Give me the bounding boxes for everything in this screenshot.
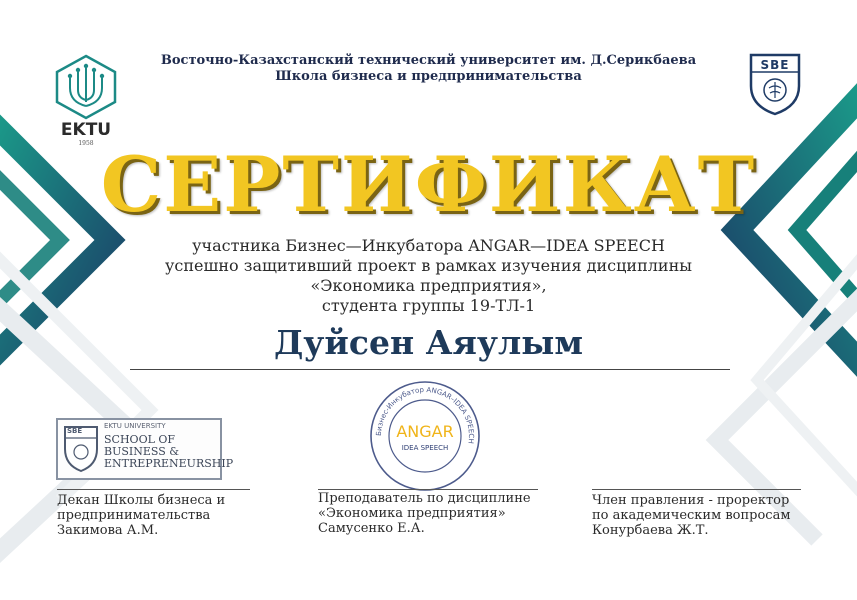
ektu-logo-text: EKTU bbox=[60, 120, 112, 140]
sbe-logo-text: SBE bbox=[760, 58, 790, 72]
signature-teacher-line-1: Преподаватель по дисциплине bbox=[318, 491, 531, 506]
signature-dean-line-3: Закимова А.М. bbox=[57, 523, 159, 538]
dean-stamp-label: SBE bbox=[67, 427, 83, 435]
signature-line-prorector bbox=[592, 489, 801, 490]
angar-stamp-brand: ANGAR bbox=[396, 422, 454, 441]
ektu-logo-year: 1958 bbox=[78, 140, 94, 147]
dean-stamp-university: EKTU UNIVERSITY bbox=[104, 422, 166, 430]
signature-prorector-line-1: Член правления - проректор bbox=[592, 493, 790, 508]
signature-line-teacher bbox=[318, 489, 538, 490]
recipient-underline bbox=[130, 369, 730, 370]
certificate-title: СЕРТИФИКАТ bbox=[100, 140, 757, 229]
dean-stamp-school-line-3: ENTREPRENEURSHIP bbox=[104, 457, 234, 470]
university-name: Восточно-Казахстанский технический университет им. Д.Серикбаева bbox=[160, 53, 697, 68]
dean-stamp-school bbox=[104, 434, 233, 470]
signature-block-teacher bbox=[318, 491, 531, 536]
body-line-3: «Экономика предприятия», bbox=[310, 276, 547, 295]
signature-teacher-line-2: «Экономика предприятия» bbox=[318, 506, 506, 521]
dean-stamp-school-line-1: SCHOOL OF bbox=[104, 433, 176, 446]
angar-stamp bbox=[369, 380, 481, 492]
recipient-name: Дуйсен Аяулым bbox=[273, 323, 584, 362]
signature-prorector-line-3: Конурбаева Ж.Т. bbox=[592, 523, 709, 538]
signature-teacher-line-3: Самусенко Е.А. bbox=[318, 521, 425, 536]
angar-stamp-ring-text: Бизнес-Инкубатор ANGAR–IDEA SPEECH bbox=[374, 385, 476, 445]
school-name: Школа бизнеса и предпринимательства bbox=[275, 69, 582, 84]
body-line-4: студента группы 19-ТЛ-1 bbox=[321, 296, 536, 315]
body-line-2: успешно защитивший проект в рамках изучения дисциплины bbox=[165, 256, 692, 275]
angar-stamp-subtitle: IDEA SPEECH bbox=[401, 444, 449, 452]
body-line-1: участника Бизнес—Инкубатора ANGAR—IDEA SPEECH bbox=[192, 236, 665, 255]
signature-dean-line-1: Декан Школы бизнеса и bbox=[57, 493, 226, 508]
signature-block-prorector bbox=[592, 493, 790, 538]
signature-prorector-line-2: по академическим вопросам bbox=[592, 508, 791, 523]
signature-line-dean bbox=[57, 489, 250, 490]
dean-stamp-school-line-2: BUSINESS & bbox=[104, 445, 180, 458]
signature-dean-line-2: предпринимательства bbox=[57, 508, 211, 523]
signature-block-dean bbox=[57, 493, 225, 538]
dean-stamp bbox=[56, 418, 234, 480]
